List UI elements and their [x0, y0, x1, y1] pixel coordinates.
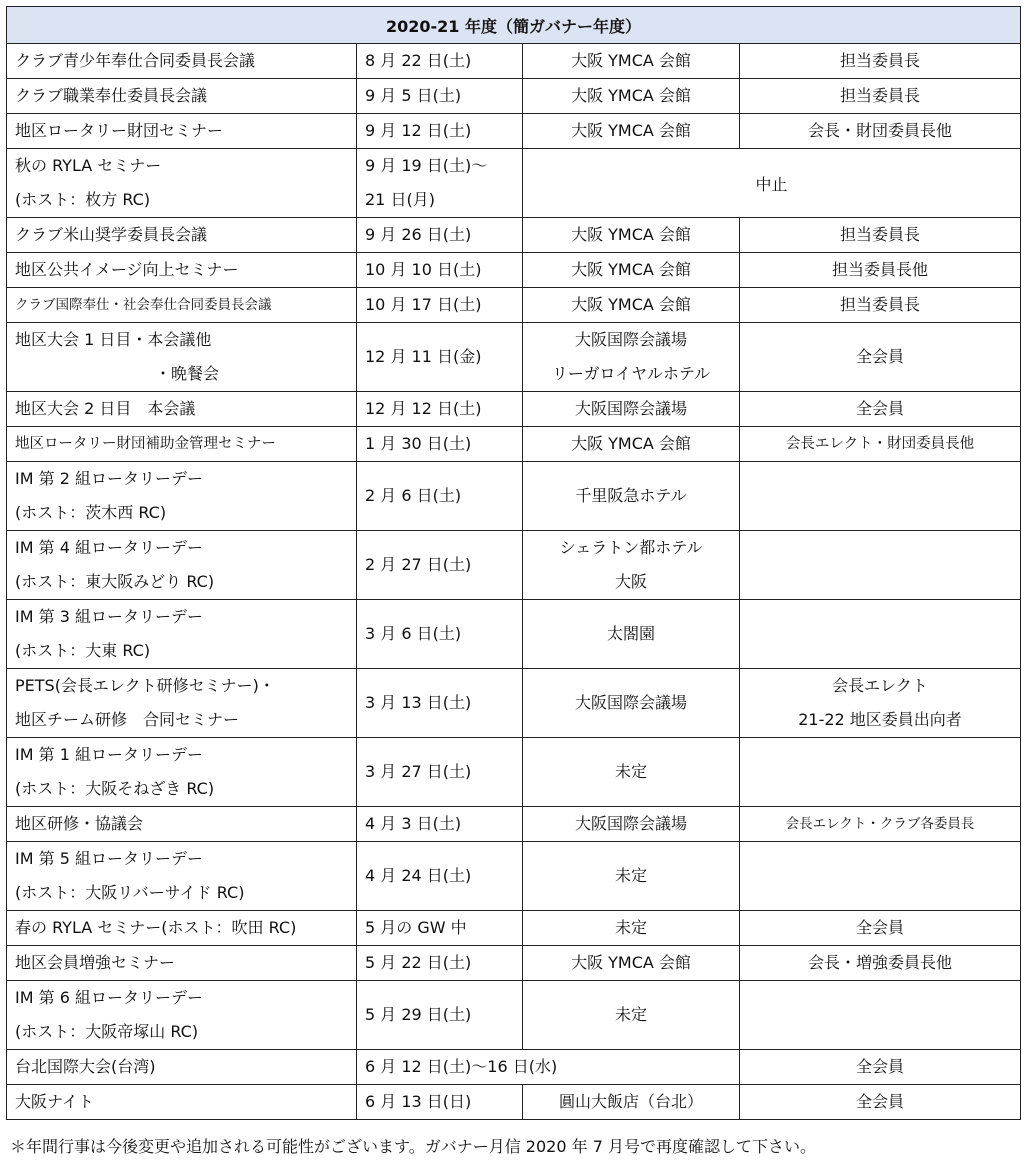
event-attendees: 担当委員長	[840, 295, 921, 314]
event-venue: 未定	[614, 1005, 647, 1024]
event-date: 2 月 27 日(土)	[365, 555, 472, 574]
event-name: 春の RYLA セミナー(ホスト：吹田 RC)	[15, 918, 297, 937]
venue-cell	[523, 981, 740, 1050]
event-name: 台北国際大会(台湾)	[15, 1057, 156, 1076]
event-name: IM 第 4 組ロータリーデー	[15, 538, 203, 557]
attendees-cell	[740, 807, 1021, 842]
venue-cell	[523, 323, 740, 392]
event-cell	[7, 114, 357, 149]
attendees-cell	[740, 842, 1021, 911]
event-cell	[7, 427, 357, 462]
event-date: 9 月 19 日(土)～	[365, 156, 488, 175]
date-cell	[357, 1085, 523, 1120]
venue-cell	[523, 79, 740, 114]
event-name: 地区ロータリー財団補助金管理セミナー	[15, 436, 276, 452]
event-attendees: 全会員	[856, 399, 905, 418]
date-cell	[357, 462, 523, 531]
table-title: 2020-21 年度（簡ガバナー年度）	[7, 7, 1021, 44]
date-cell	[357, 531, 523, 600]
event-name: 地区チーム研修 合同セミナー	[15, 710, 240, 729]
event-venue: 大阪国際会議場	[574, 814, 687, 833]
event-date: 6 月 13 日(日)	[365, 1092, 472, 1111]
table-row	[7, 842, 1021, 911]
event-date: 12 月 12 日(土)	[365, 399, 482, 418]
table-row	[7, 149, 1021, 218]
event-date: 21 日(月)	[365, 190, 435, 209]
event-name: IM 第 6 組ロータリーデー	[15, 988, 203, 1007]
venue-cell	[523, 842, 740, 911]
event-name: クラブ職業奉仕委員長会議	[15, 86, 208, 105]
schedule-body	[7, 44, 1021, 1120]
event-venue: 大阪 YMCA 会館	[571, 86, 691, 105]
event-venue: リーガロイヤルホテル	[551, 364, 711, 383]
venue-cell	[523, 114, 740, 149]
event-date: 9 月 26 日(土)	[365, 225, 472, 244]
date-cell	[357, 669, 523, 738]
date-cell	[357, 1050, 740, 1085]
venue-cell	[523, 218, 740, 253]
event-venue: 大阪	[614, 572, 647, 591]
event-cell	[7, 149, 357, 218]
venue-cell	[523, 531, 740, 600]
event-cell	[7, 600, 357, 669]
event-cell	[7, 44, 357, 79]
table-row	[7, 79, 1021, 114]
event-venue: 千里阪急ホテル	[575, 486, 687, 505]
event-cell	[7, 218, 357, 253]
event-attendees: 会長エレクト	[832, 676, 928, 695]
table-row	[7, 738, 1021, 807]
table-row	[7, 392, 1021, 427]
table-row	[7, 911, 1021, 946]
date-cell	[357, 807, 523, 842]
event-venue: 大阪 YMCA 会館	[571, 121, 691, 140]
event-name: IM 第 5 組ロータリーデー	[15, 849, 203, 868]
event-cell	[7, 392, 357, 427]
attendees-cell	[740, 427, 1021, 462]
date-cell	[357, 600, 523, 669]
event-name: IM 第 2 組ロータリーデー	[15, 469, 203, 488]
date-cell	[357, 288, 523, 323]
table-row	[7, 44, 1021, 79]
event-name: クラブ米山奨学委員長会議	[15, 225, 208, 244]
event-cell	[7, 911, 357, 946]
event-attendees: 会長・財団委員長他	[808, 121, 953, 140]
event-cell	[7, 462, 357, 531]
footnote: ＊年間行事は今後変更や追加される可能性がございます。ガバナー月信 2020 年 7 月号で再度確認して下さい。	[10, 1137, 816, 1156]
table-row	[7, 288, 1021, 323]
event-name: (ホスト：東大阪みどり RC)	[15, 572, 215, 591]
event-venue: 大阪 YMCA 会館	[571, 260, 691, 279]
table-row	[7, 323, 1021, 392]
event-venue: 太閤園	[606, 624, 655, 643]
venue-cell	[523, 1085, 740, 1120]
venue-cell	[523, 807, 740, 842]
event-cell	[7, 946, 357, 981]
date-cell	[357, 738, 523, 807]
attendees-cell	[740, 79, 1021, 114]
event-name: 地区公共イメージ向上セミナー	[15, 260, 239, 279]
event-date: 10 月 10 日(土)	[365, 260, 482, 279]
event-name: 地区大会 1 日目・本会議他	[15, 330, 212, 349]
event-venue: 大阪 YMCA 会館	[571, 434, 691, 453]
attendees-cell	[740, 323, 1021, 392]
event-cell	[7, 669, 357, 738]
event-date: 1 月 30 日(土)	[365, 434, 472, 453]
venue-cell	[523, 44, 740, 79]
event-name: 地区会員増強セミナー	[15, 953, 176, 972]
date-cell	[357, 842, 523, 911]
table-row	[7, 427, 1021, 462]
event-venue: 大阪 YMCA 会館	[571, 51, 691, 70]
attendees-cell	[740, 911, 1021, 946]
event-date: 3 月 6 日(土)	[365, 624, 462, 643]
event-cell	[7, 531, 357, 600]
table-row	[7, 981, 1021, 1050]
event-venue: 未定	[614, 762, 647, 781]
event-name: クラブ国際奉仕・社会奉仕合同委員長会議	[15, 297, 272, 313]
table-row	[7, 531, 1021, 600]
event-date: 3 月 27 日(土)	[365, 762, 472, 781]
attendees-cell	[740, 1050, 1021, 1085]
table-row	[7, 1050, 1021, 1085]
event-date: 6 月 12 日(土)～16 日(水)	[365, 1057, 558, 1076]
event-venue: 大阪 YMCA 会館	[571, 953, 691, 972]
event-venue: 大阪 YMCA 会館	[571, 295, 691, 314]
event-name: IM 第 3 組ロータリーデー	[15, 607, 203, 626]
venue-cell	[523, 600, 740, 669]
event-cell	[7, 1050, 357, 1085]
date-cell	[357, 392, 523, 427]
table-row	[7, 600, 1021, 669]
date-cell	[357, 981, 523, 1050]
event-date: 8 月 22 日(土)	[365, 51, 472, 70]
event-cell	[7, 842, 357, 911]
event-attendees: 全会員	[856, 918, 905, 937]
event-cell	[7, 738, 357, 807]
event-date: 5 月 29 日(土)	[365, 1005, 472, 1024]
event-attendees: 全会員	[856, 1092, 905, 1111]
venue-cell	[523, 946, 740, 981]
event-attendees: 全会員	[856, 1057, 905, 1076]
event-cell	[7, 323, 357, 392]
date-cell	[357, 946, 523, 981]
event-date: 9 月 12 日(土)	[365, 121, 472, 140]
event-cell	[7, 807, 357, 842]
event-name: (ホスト：大東 RC)	[15, 641, 151, 660]
venue-cell	[523, 288, 740, 323]
event-venue: シェラトン都ホテル	[559, 538, 703, 557]
venue-cell	[523, 253, 740, 288]
attendees-cell	[740, 600, 1021, 669]
event-attendees: 会長エレクト・財団委員長他	[785, 436, 975, 452]
event-attendees: 担当委員長他	[832, 260, 929, 279]
table-row	[7, 669, 1021, 738]
event-attendees: 全会員	[856, 347, 905, 366]
event-name: 地区ロータリー財団セミナー	[15, 121, 224, 140]
event-cell	[7, 253, 357, 288]
table-row	[7, 462, 1021, 531]
attendees-cell	[740, 946, 1021, 981]
event-attendees: 会長・増強委員長他	[808, 953, 953, 972]
date-cell	[357, 44, 523, 79]
table-row	[7, 218, 1021, 253]
event-date: 4 月 24 日(土)	[365, 866, 472, 885]
event-venue: 大阪国際会議場	[574, 693, 687, 712]
event-date: 2 月 6 日(土)	[365, 486, 462, 505]
event-name: (ホスト：大阪リバーサイド RC)	[15, 883, 245, 902]
event-date: 9 月 5 日(土)	[365, 86, 462, 105]
event-name: (ホスト：茨木西 RC)	[15, 503, 167, 522]
event-date: 5 月 22 日(土)	[365, 953, 472, 972]
attendees-cell	[740, 981, 1021, 1050]
event-cell	[7, 288, 357, 323]
attendees-cell	[740, 114, 1021, 149]
date-cell	[357, 911, 523, 946]
event-name: 地区研修・協議会	[15, 814, 144, 833]
event-date: 4 月 3 日(土)	[365, 814, 462, 833]
event-attendees: 担当委員長	[840, 225, 921, 244]
event-name: ・晩餐会	[155, 364, 220, 383]
event-cell	[7, 981, 357, 1050]
venue-cell	[523, 392, 740, 427]
table-row	[7, 114, 1021, 149]
venue-cell	[523, 462, 740, 531]
event-date: 10 月 17 日(土)	[365, 295, 482, 314]
event-attendees: 担当委員長	[840, 51, 921, 70]
date-cell	[357, 253, 523, 288]
date-cell	[357, 323, 523, 392]
venue-cell	[523, 669, 740, 738]
event-name: (ホスト：大阪そねざき RC)	[15, 779, 215, 798]
attendees-cell	[740, 392, 1021, 427]
schedule-table	[6, 6, 1021, 1120]
attendees-cell	[740, 462, 1021, 531]
attendees-cell	[740, 218, 1021, 253]
event-name: クラブ青少年奉仕合同委員長会議	[15, 51, 256, 70]
attendees-cell	[740, 253, 1021, 288]
event-venue: 大阪国際会議場	[574, 330, 687, 349]
date-cell	[357, 427, 523, 462]
venue-cell	[523, 427, 740, 462]
attendees-cell	[740, 1085, 1021, 1120]
event-name: 秋の RYLA セミナー	[15, 156, 162, 175]
date-cell	[357, 218, 523, 253]
event-name: 地区大会 2 日目 本会議	[15, 399, 196, 418]
event-venue: 大阪 YMCA 会館	[571, 225, 691, 244]
attendees-cell	[740, 738, 1021, 807]
table-row	[7, 253, 1021, 288]
event-cell	[7, 1085, 357, 1120]
event-venue: 圓山大飯店（台北）	[558, 1092, 703, 1111]
event-attendees: 21-22 地区委員出向者	[798, 710, 962, 729]
event-cell	[7, 79, 357, 114]
table-row	[7, 946, 1021, 981]
event-name: PETS(会長エレクト研修セミナー)・	[15, 676, 275, 695]
table-row	[7, 807, 1021, 842]
date-cell	[357, 149, 523, 218]
date-cell	[357, 79, 523, 114]
event-venue: 未定	[614, 918, 647, 937]
event-name: 大阪ナイト	[15, 1092, 94, 1111]
attendees-cell	[740, 44, 1021, 79]
date-cell	[357, 114, 523, 149]
event-venue: 大阪国際会議場	[574, 399, 687, 418]
event-date: 3 月 13 日(土)	[365, 693, 472, 712]
attendees-cell	[740, 531, 1021, 600]
event-attendees: 会長エレクト・クラブ各委員長	[785, 816, 975, 832]
event-name: (ホスト：大阪帝塚山 RC)	[15, 1022, 199, 1041]
attendees-cell	[740, 669, 1021, 738]
event-venue: 未定	[614, 866, 647, 885]
event-name: (ホスト：枚方 RC)	[15, 190, 151, 209]
event-name: IM 第 1 組ロータリーデー	[15, 745, 203, 764]
table-row	[7, 1085, 1021, 1120]
venue-cell	[523, 911, 740, 946]
attendees-cell	[740, 288, 1021, 323]
event-date: 5 月の GW 中	[365, 918, 467, 937]
event-attendees: 担当委員長	[840, 86, 921, 105]
table-header-row	[7, 7, 1021, 44]
event-date: 12 月 11 日(金)	[365, 347, 482, 366]
venue-cell	[523, 738, 740, 807]
note-cell: 中止	[523, 149, 1021, 218]
